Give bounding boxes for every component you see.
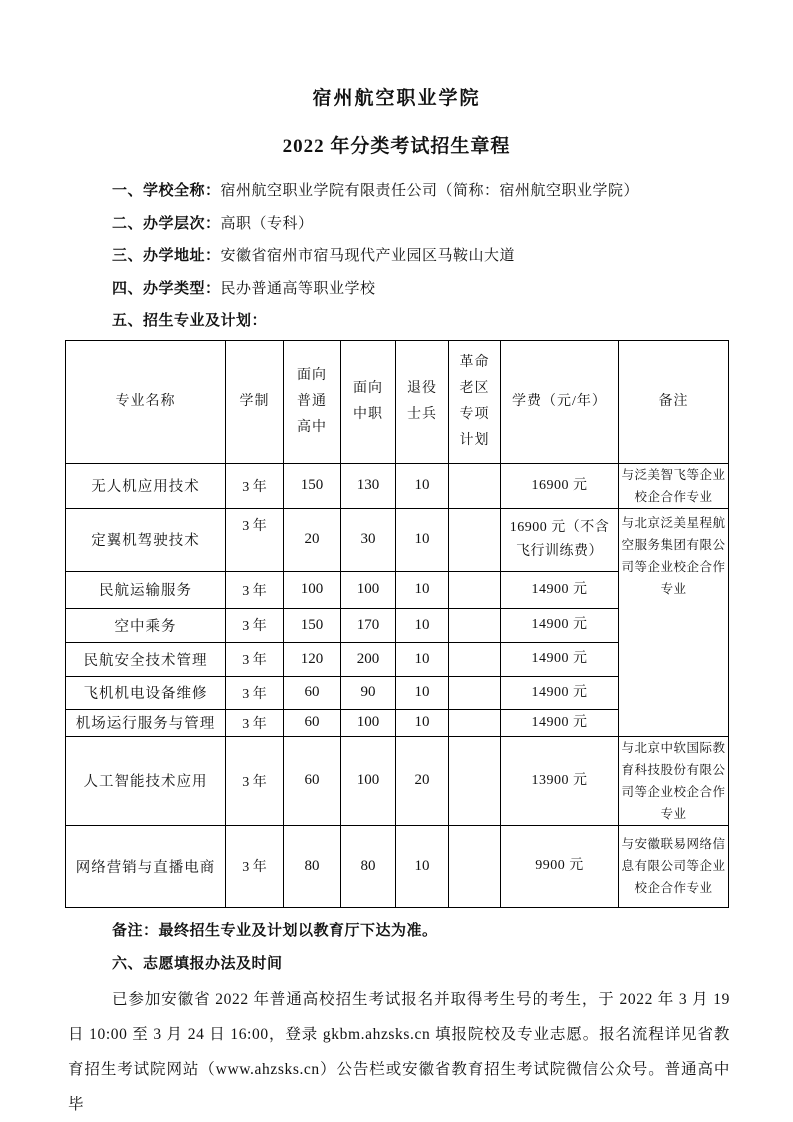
cell-plan-gaozhong: 80 [284,825,341,907]
cell-years: 3 年 [226,642,284,676]
section6-paragraph: 已参加安徽省 2022 年普通高校招生考试报名并取得考生号的考生，于 2022 年 3 月 19 日 10:00 至 3 月 24 日 16:00，登录 gkbm.ahzsks.cn 填报院校及专业志愿。报名流程详见省教育招生考试院网站（www.ahzsks.cn）公告栏或安徽省教育招生考试院微信公众号。普通高中毕 [68,990,730,1113]
enrollment-plan-table [65,340,729,908]
cell-plan-zhongzhi: 100 [341,736,396,825]
cell-plan-geming [449,608,501,642]
info-item-address [112,240,728,273]
cell-years: 3 年 [226,736,284,825]
cell-tuition: 9900 元 [501,825,619,907]
cell-years: 3 年 [226,709,284,736]
doc-subtitle: 2022 年分类考试招生章程 [282,136,511,157]
cell-plan-zhongzhi: 30 [341,508,396,571]
header-major: 专业名称 [66,340,226,463]
cell-years: 3 年 [226,608,284,642]
school-info-list [65,175,728,338]
cell-years: 3 年 [226,676,284,709]
doc-title: 宿州航空职业学院 [312,88,481,109]
cell-plan-zhongzhi: 100 [341,571,396,608]
section6-heading: 六、志愿填报办法及时间 [112,955,283,972]
cell-plan-tuiyi: 10 [396,642,449,676]
header-tuition: 学费（元/年） [501,340,619,463]
info-label: 三、办学地址： [112,248,221,264]
cell-major: 机场运行服务与管理 [66,709,226,736]
cell-tuition: 13900 元 [501,736,619,825]
cell-plan-tuiyi: 20 [396,736,449,825]
cell-plan-tuiyi: 10 [396,676,449,709]
cell-years: 3 年 [226,571,284,608]
info-label: 四、办学类型： [112,280,221,297]
cell-tuition: 16900 元 [501,463,619,508]
cell-plan-zhongzhi: 170 [341,608,396,642]
cell-major: 民航运输服务 [66,571,226,608]
cell-plan-tuiyi: 10 [396,463,449,508]
cell-plan-zhongzhi: 130 [341,463,396,508]
info-value: 高职（专科） [220,215,314,232]
info-item-enrollment-plan-heading [112,305,728,338]
info-label: 五、招生专业及计划： [112,313,268,329]
info-value: 安徽省宿州市宿马现代产业园区马鞍山大道 [220,248,516,264]
cell-remark: 与北京中软国际教育科技股份有限公司等企业校企合作专业 [619,736,729,825]
table-row [66,463,729,508]
cell-plan-gaozhong: 60 [284,709,341,736]
header-remark: 备注 [619,340,729,463]
cell-major: 民航安全技术管理 [66,642,226,676]
header-retired-soldiers: 退役士兵 [396,340,449,463]
info-value: 民办普通高等职业学校 [220,280,376,297]
cell-major: 无人机应用技术 [66,463,226,508]
cell-plan-geming [449,709,501,736]
cell-major: 空中乘务 [66,608,226,642]
cell-plan-geming [449,736,501,825]
cell-major: 网络营销与直播电商 [66,825,226,907]
cell-plan-geming [449,676,501,709]
cell-plan-zhongzhi: 90 [341,676,396,709]
cell-years: 3 年 [226,508,284,571]
cell-major: 人工智能技术应用 [66,736,226,825]
table-row [66,508,729,571]
cell-tuition: 14900 元 [501,676,619,709]
cell-plan-zhongzhi: 100 [341,709,396,736]
cell-plan-tuiyi: 10 [396,825,449,907]
cell-plan-geming [449,642,501,676]
header-secondary-vocational: 面向中职 [341,340,396,463]
cell-years: 3 年 [226,463,284,508]
cell-plan-gaozhong: 20 [284,508,341,571]
cell-plan-gaozhong: 150 [284,463,341,508]
cell-remark: 与安徽联易网络信息有限公司等企业校企合作专业 [619,825,729,907]
cell-plan-tuiyi: 10 [396,709,449,736]
table-header-row [66,340,729,463]
table-footnote: 备注：最终招生专业及计划以教育厅下达为准。 [112,922,438,939]
info-value: 宿州航空职业学院有限责任公司（简称：宿州航空职业学院） [220,183,640,199]
cell-remark-merged: 与北京泛美星程航空服务集团有限公司等企业校企合作专业 [619,508,729,736]
cell-plan-tuiyi: 10 [396,608,449,642]
cell-plan-tuiyi: 10 [396,508,449,571]
cell-tuition: 14900 元 [501,608,619,642]
table-row [66,825,729,907]
cell-plan-zhongzhi: 200 [341,642,396,676]
cell-tuition: 14900 元 [501,571,619,608]
info-label: 一、学校全称： [112,183,221,199]
cell-tuition: 14900 元 [501,642,619,676]
cell-tuition: 16900 元（不含飞行训练费） [501,508,619,571]
cell-years: 3 年 [226,825,284,907]
cell-plan-geming [449,571,501,608]
cell-plan-tuiyi: 10 [396,571,449,608]
header-regular-highschool: 面向普通高中 [284,340,341,463]
cell-plan-geming [449,825,501,907]
cell-major: 定翼机驾驶技术 [66,508,226,571]
table-row [66,736,729,825]
cell-plan-gaozhong: 150 [284,608,341,642]
cell-major: 飞机机电设备维修 [66,676,226,709]
cell-plan-gaozhong: 60 [284,736,341,825]
cell-remark: 与泛美智飞等企业校企合作专业 [619,463,729,508]
cell-tuition: 14900 元 [501,709,619,736]
info-item-school-name [112,175,728,208]
header-years: 学制 [226,340,284,463]
header-revolutionary-area-plan: 革命老区专项计划 [449,340,501,463]
cell-plan-zhongzhi: 80 [341,825,396,907]
info-item-school-type [112,273,728,306]
info-item-education-level [112,208,728,241]
cell-plan-geming [449,463,501,508]
info-label: 二、办学层次： [112,215,221,232]
cell-plan-geming [449,508,501,571]
cell-plan-gaozhong: 100 [284,571,341,608]
cell-plan-gaozhong: 60 [284,676,341,709]
cell-plan-gaozhong: 120 [284,642,341,676]
